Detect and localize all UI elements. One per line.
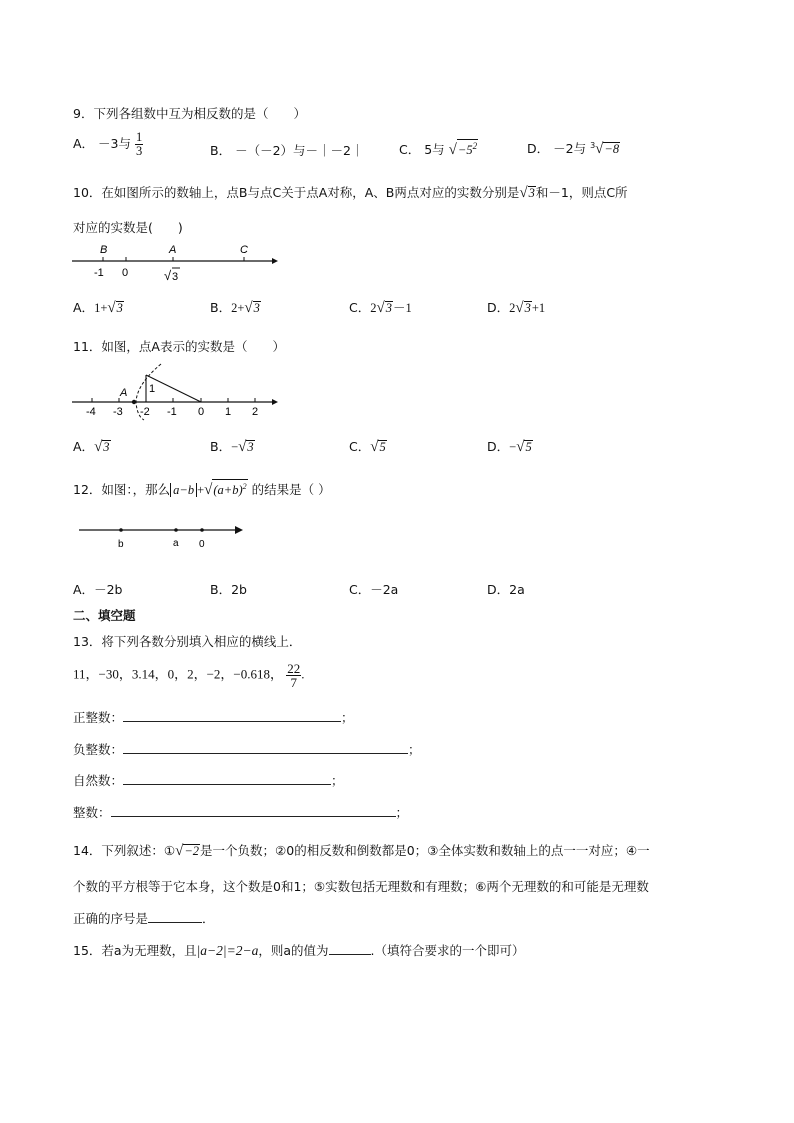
fraction: $\frac{1}{3}$ bbox=[135, 130, 143, 158]
tick-label: 3 bbox=[172, 271, 179, 283]
tick-label: 0 bbox=[198, 406, 205, 418]
radical-sign-icon: √ bbox=[376, 300, 385, 316]
point-a-dot bbox=[132, 400, 136, 404]
q12-option-c[interactable]: C．－2a bbox=[349, 582, 399, 597]
q12-stem: 12．如图：，那么 $a-b +√(a+b)^2$ 的结果是（ ） bbox=[73, 479, 331, 499]
q11-number-line bbox=[65, 356, 280, 421]
q14-line1: 14．下列叙述：①√−2是一个负数；②0的相反数和倒数都是0；③全体实数和数轴上的点一一对应；④一 bbox=[73, 843, 650, 859]
point-zero-label: 0 bbox=[199, 539, 205, 550]
q10-option-c[interactable]: C．2√3－1 bbox=[349, 300, 412, 316]
radicand: $(a+b)^2$ bbox=[212, 479, 247, 497]
q14-line3: 正确的序号是 ． bbox=[73, 911, 215, 926]
point-a-label: A bbox=[169, 244, 177, 256]
tick-label: -1 bbox=[167, 406, 177, 418]
point-b-label: b bbox=[118, 539, 124, 550]
tick-label: -4 bbox=[86, 406, 96, 418]
option-text: －（－2）与－｜－2｜ bbox=[235, 143, 364, 158]
radical-sign-icon: √ bbox=[175, 843, 184, 859]
point-zero-dot bbox=[200, 528, 204, 532]
arrow-icon bbox=[272, 258, 278, 264]
q10-option-d[interactable]: D．2√3+1 bbox=[487, 300, 546, 316]
tick-label: 2 bbox=[252, 406, 259, 418]
arrow-icon bbox=[272, 399, 278, 405]
section-heading: 二、填空题 bbox=[73, 608, 136, 623]
point-b-label: B bbox=[100, 244, 108, 256]
q12-option-a[interactable]: A．－2b bbox=[73, 582, 123, 597]
point-a-label: A bbox=[120, 387, 128, 399]
q10-option-a[interactable]: A．1+√3 bbox=[73, 300, 123, 316]
q10-stem-line2: 对应的实数是( ) bbox=[73, 220, 183, 235]
q13-line-integers: 整数： ； bbox=[73, 805, 409, 820]
side-length-label: 1 bbox=[149, 383, 156, 395]
radical-sign-icon: √ bbox=[448, 142, 457, 159]
radical-sign-icon: √ bbox=[238, 439, 247, 455]
radicand: $-5^2$ bbox=[457, 141, 478, 158]
option-text: －2与 bbox=[553, 141, 587, 156]
answer-blank[interactable] bbox=[111, 804, 396, 817]
fraction: $\frac{22}{7}$ bbox=[287, 661, 301, 690]
q13-stem: 13．将下列各数分别填入相应的横线上． bbox=[73, 634, 302, 649]
point-b-dot bbox=[119, 528, 123, 532]
option-text: 5与 bbox=[424, 142, 445, 158]
q14-line2: 个数的平方根等于它本身，这个数是0和1；⑤实数包括无理数和有理数；⑥两个无理数的和可能是无理数 bbox=[73, 879, 649, 894]
root-index: 3 bbox=[590, 140, 596, 150]
radical-sign-icon: √ bbox=[519, 185, 528, 201]
tick-label: -1 bbox=[94, 267, 104, 279]
answer-blank[interactable] bbox=[123, 772, 331, 785]
q11-option-d[interactable]: D．−√5 bbox=[487, 439, 532, 455]
radicand: −8 bbox=[604, 142, 620, 156]
q13-line-natural-numbers: 自然数： ； bbox=[73, 773, 344, 788]
q10-number-line bbox=[65, 240, 280, 285]
q9-option-a[interactable] bbox=[73, 131, 143, 158]
q12-number-line bbox=[75, 520, 250, 552]
radical-sign-icon: √ bbox=[164, 268, 172, 283]
q10-stem-line1: 10．在如图所示的数轴上，点B与点C关于点A对称，A、B两点对应的实数分别是√3和－1，则点C所 bbox=[73, 185, 628, 201]
q11-stem: 11．如图，点A表示的实数是（ ） bbox=[73, 339, 285, 354]
arrow-icon bbox=[235, 526, 243, 534]
option-label: D． bbox=[527, 141, 550, 156]
q12-option-d[interactable]: D．2a bbox=[487, 582, 525, 597]
radical-sign-icon: √ bbox=[370, 439, 379, 455]
tick-label: 0 bbox=[122, 267, 129, 279]
point-a-dot bbox=[174, 528, 178, 532]
radical-sign-icon: √ bbox=[595, 141, 604, 157]
option-label: A． bbox=[73, 136, 95, 151]
answer-blank[interactable] bbox=[123, 741, 408, 754]
point-a-label: a bbox=[173, 538, 179, 549]
q10-option-b[interactable]: B．2+√3 bbox=[210, 300, 260, 316]
q11-option-a[interactable]: A．√3 bbox=[73, 439, 110, 455]
tick-label: 1 bbox=[225, 406, 232, 418]
q13-numbers: 11，−30，3.14，0，2，−2，−0.618， $\frac{22}{7}$ . bbox=[73, 661, 305, 690]
q11-option-b[interactable]: B．−√3 bbox=[210, 439, 254, 455]
q9-option-b[interactable] bbox=[210, 141, 363, 159]
q15-stem: 15．若a为无理数，且|a−2|=2−a，则a的值为 .（填符合要求的一个即可） bbox=[73, 943, 525, 958]
tick-label: -2 bbox=[140, 406, 150, 418]
absolute-value: a−b bbox=[170, 483, 197, 497]
q9-stem: 9．下列各组数中互为相反数的是（ ） bbox=[73, 106, 306, 121]
tick-label: -3 bbox=[113, 406, 123, 418]
q12-option-b[interactable]: B．2b bbox=[210, 582, 247, 597]
q13-line-negative-integers: 负整数： ； bbox=[73, 742, 421, 757]
radical-sign-icon: √ bbox=[107, 300, 116, 316]
equation: |a−2|=2−a bbox=[196, 943, 259, 958]
radical-sign-icon: √ bbox=[94, 439, 103, 455]
q11-option-c[interactable]: C．√5 bbox=[349, 439, 386, 455]
radical-sign-icon: √ bbox=[516, 439, 525, 455]
answer-blank[interactable] bbox=[123, 709, 341, 722]
option-label: B． bbox=[210, 143, 232, 158]
q13-line-positive-integers: 正整数： ； bbox=[73, 710, 354, 725]
q9-option-c[interactable] bbox=[399, 139, 478, 159]
radical-sign-icon: √ bbox=[515, 300, 524, 316]
answer-blank[interactable] bbox=[329, 942, 371, 955]
q9-option-d[interactable] bbox=[527, 139, 620, 158]
option-text: －3与 bbox=[98, 136, 131, 151]
radical-sign-icon: √ bbox=[204, 482, 213, 499]
radical-sign-icon: √ bbox=[244, 300, 253, 316]
answer-blank[interactable] bbox=[148, 910, 202, 923]
point-c-label: C bbox=[240, 244, 248, 256]
option-label: C． bbox=[399, 142, 421, 158]
